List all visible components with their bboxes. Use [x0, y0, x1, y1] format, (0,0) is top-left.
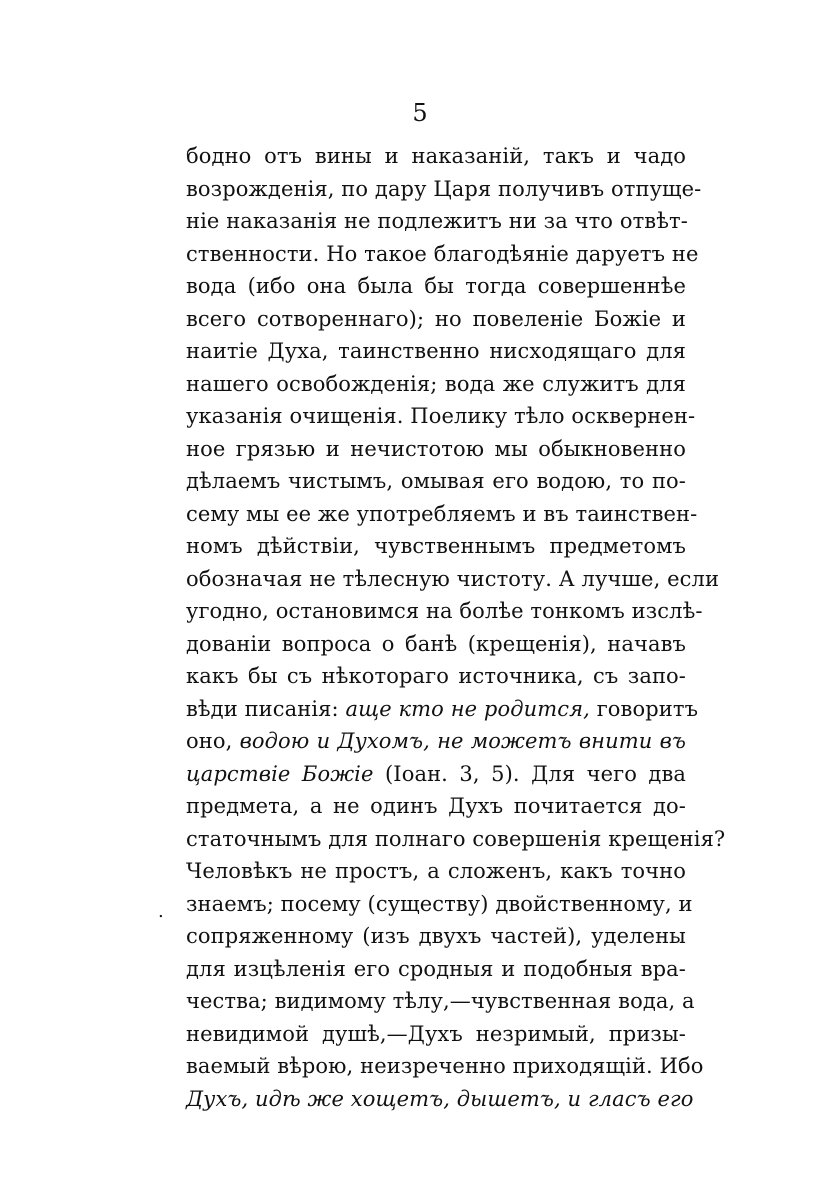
- italic-quotation: аще кто не родится,: [345, 696, 590, 721]
- text-run: ніе наказанія не подлежитъ ни за что отвѣт-: [186, 209, 688, 233]
- text-line: [186, 1050, 704, 1083]
- text-run: возрожденія, по дару Царя получивъ отпуще-: [186, 176, 702, 201]
- text-run: Человѣкъ не простъ, а сложенъ, какъ точно: [186, 859, 686, 883]
- text-run: бодно отъ вины и наказаній, такъ и чадо: [186, 144, 686, 168]
- text-line: [186, 1018, 686, 1051]
- text-run: наитіе Духа, таинственно нисходящаго для: [186, 339, 686, 363]
- text-line: [186, 888, 693, 921]
- text-line: [186, 140, 686, 173]
- text-line: [186, 173, 702, 206]
- body-text: [186, 140, 726, 1115]
- italic-quotation: Духъ, идѣ же хощетъ, дышетъ, и гласъ его: [186, 1086, 694, 1111]
- text-run: сему мы ее же употребляемъ и въ таинствен-: [186, 501, 698, 526]
- text-run: ваемый вѣрою, неизреченно приходящій. Ибо: [186, 1054, 704, 1078]
- text-run: ное грязью и нечистотою мы обыкновенно: [186, 436, 686, 461]
- text-line: [186, 563, 720, 596]
- italic-quotation: царствіе Божіе: [186, 761, 374, 786]
- text-line: [186, 628, 686, 661]
- text-line: [186, 660, 686, 693]
- text-run: чества; видимому тѣлу,—чувственная вода, а: [186, 989, 695, 1013]
- text-run: номъ дѣйствіи, чувственнымъ предметомъ: [186, 534, 686, 558]
- text-line: [186, 953, 686, 986]
- text-run: невидимой душѣ,—Духъ незримый, призы-: [186, 1021, 686, 1046]
- text-line: [186, 920, 686, 953]
- text-line: [186, 985, 695, 1018]
- text-line: [186, 303, 686, 336]
- text-line: [186, 790, 686, 823]
- text-line: [186, 725, 686, 758]
- text-run: всего сотвореннаго); но повеленіе Божіе и: [186, 306, 686, 331]
- text-run: оно,: [186, 729, 240, 753]
- text-run: угодно, остановимся на болѣе тонкомъ изслѣ-: [186, 599, 703, 623]
- text-line: [186, 595, 703, 628]
- margin-mark: .: [158, 901, 164, 922]
- text-run: ственности. Но такое благодѣяніе даруетъ не: [186, 241, 699, 266]
- text-line: [186, 433, 686, 466]
- text-line: [186, 530, 686, 563]
- text-run: дѣлаемъ чистымъ, омывая его водою, то по-: [186, 469, 686, 493]
- text-run: статочнымъ для полнаго совершенія крещенія?: [186, 826, 726, 851]
- text-line: [186, 498, 698, 531]
- text-run: сопряженному (изъ двухъ частей), уделены: [186, 924, 686, 948]
- text-run: вода (ибо она была бы тогда совершеннѣе: [186, 274, 686, 298]
- text-line: [186, 400, 696, 433]
- text-run: дованіи вопроса о банѣ (крещенія), начавъ: [186, 631, 686, 656]
- text-run: обозначая не тѣлесную чистоту. А лучше, если: [186, 566, 720, 591]
- text-line: [186, 465, 686, 498]
- text-run: для изцѣленія его сродныя и подобныя вра-: [186, 956, 686, 981]
- text-line: [186, 1083, 694, 1116]
- text-line: [186, 368, 686, 401]
- text-line: [186, 270, 686, 303]
- text-run: (Іоан. 3, 5). Для чего два: [373, 761, 686, 786]
- text-run: предмета, а не одинъ Духъ почитается до-: [186, 794, 686, 818]
- text-line: [186, 823, 726, 856]
- text-run: говоритъ: [589, 696, 699, 721]
- text-run: нашего освобожденія; вода же служитъ для: [186, 371, 686, 396]
- text-line: [186, 205, 686, 238]
- text-run: вѣди писанія:: [186, 696, 346, 721]
- text-line: [186, 758, 686, 791]
- page-number: 5: [412, 99, 428, 127]
- text-line: [186, 238, 699, 271]
- text-run: знаемъ; посему (существу) двойственному, и: [186, 891, 693, 916]
- italic-quotation: водою и Духомъ, не можетъ внити въ: [239, 729, 686, 753]
- text-line: [186, 693, 699, 726]
- text-run: указанія очищенія. Поелику тѣло осквернен-: [186, 404, 696, 428]
- text-run: какъ бы съ нѣкотораго источника, съ запо-: [186, 664, 686, 688]
- text-line: [186, 335, 686, 368]
- text-line: [186, 855, 686, 888]
